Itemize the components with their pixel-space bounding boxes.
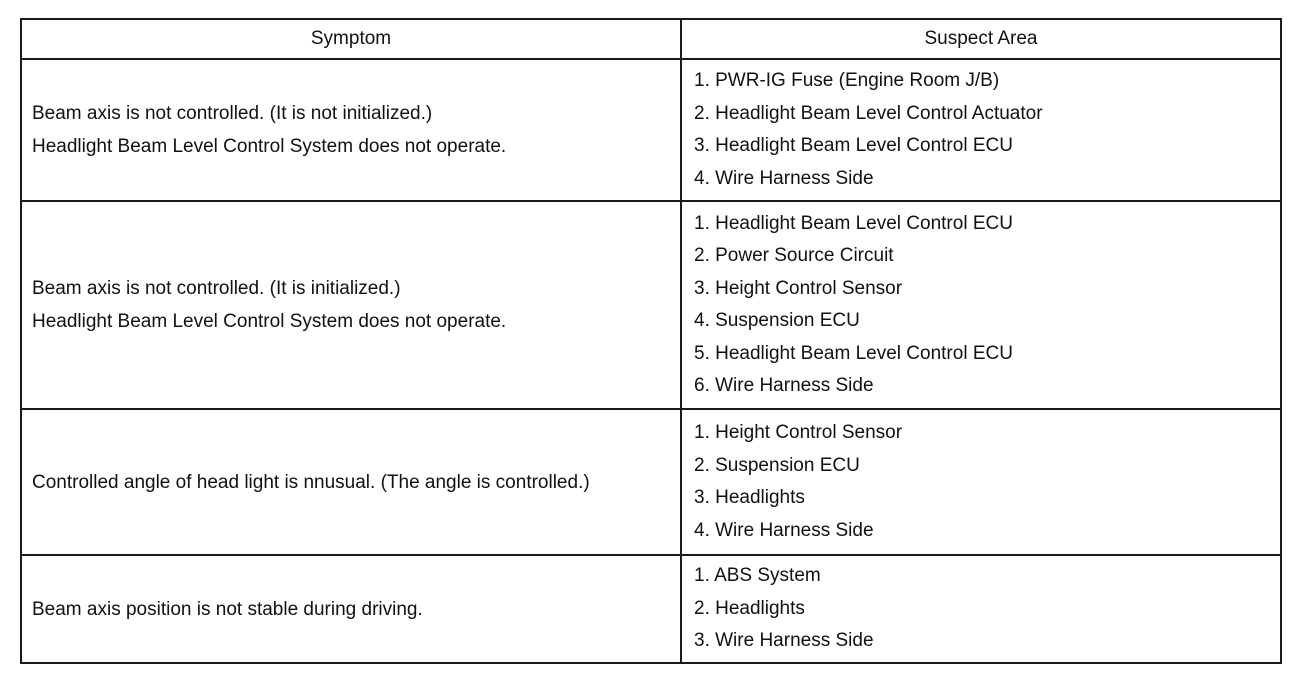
- list-item: 4. Wire Harness Side: [694, 167, 874, 189]
- list-item: 3. Wire Harness Side: [694, 630, 874, 652]
- list-item: 1. Headlight Beam Level Control ECU: [694, 212, 1013, 234]
- suspect-area-cell: [681, 409, 1281, 555]
- list-item: 2. Power Source Circuit: [694, 245, 894, 266]
- symptom-cell: [21, 555, 681, 663]
- suspect-area-list: [694, 417, 1280, 547]
- symptom-cell: [21, 59, 681, 201]
- symptom-header: Symptom: [21, 19, 681, 59]
- symptom-cell: [21, 409, 681, 555]
- list-item: 6. Wire Harness Side: [694, 375, 874, 396]
- header-row: [21, 19, 1281, 59]
- symptom-text: Headlight Beam Level Control System does not operate.: [32, 311, 507, 332]
- troubleshooting-table: [20, 18, 1282, 664]
- troubleshooting-table-wrapper: [20, 18, 1280, 664]
- symptom-cell: [21, 201, 681, 409]
- list-item: 4. Wire Harness Side: [694, 519, 874, 541]
- list-item: 2. Headlight Beam Level Control Actuator: [694, 102, 1043, 124]
- suspect-area-cell: [681, 201, 1281, 409]
- list-item: 3. Height Control Sensor: [694, 277, 903, 299]
- table-row: [21, 555, 1281, 663]
- table-row: [21, 59, 1281, 201]
- list-item: 3. Headlight Beam Level Control ECU: [694, 135, 1013, 156]
- list-item: 1. PWR-IG Fuse (Engine Room J/B): [694, 70, 1000, 91]
- list-item: 3. Headlights: [694, 487, 805, 508]
- symptom-text: Controlled angle of head light is nnusual. (The angle is controlled.): [32, 471, 590, 493]
- list-item: 2. Suspension ECU: [694, 454, 860, 476]
- suspect-area-list: [694, 560, 1280, 658]
- list-item: 2. Headlights: [694, 597, 805, 619]
- suspect-area-list: [694, 208, 1280, 403]
- table-row: [21, 201, 1281, 409]
- list-item: 1. Height Control Sensor: [694, 422, 903, 443]
- list-item: 4. Suspension ECU: [694, 310, 860, 331]
- suspect-area-list: [694, 65, 1280, 195]
- list-item: 1. ABS System: [694, 565, 821, 587]
- symptom-text: Beam axis is not controlled. (It is initialized.): [32, 278, 401, 299]
- suspect-area-cell: [681, 555, 1281, 663]
- symptom-text: Headlight Beam Level Control System does not operate.: [32, 136, 507, 157]
- table-row: [21, 409, 1281, 555]
- suspect-area-header: Suspect Area: [681, 19, 1281, 59]
- symptom-text: Beam axis position is not stable during driving.: [32, 598, 423, 620]
- suspect-area-cell: [681, 59, 1281, 201]
- symptom-text: Beam axis is not controlled. (It is not initialized.): [32, 103, 433, 124]
- list-item: 5. Headlight Beam Level Control ECU: [694, 342, 1013, 364]
